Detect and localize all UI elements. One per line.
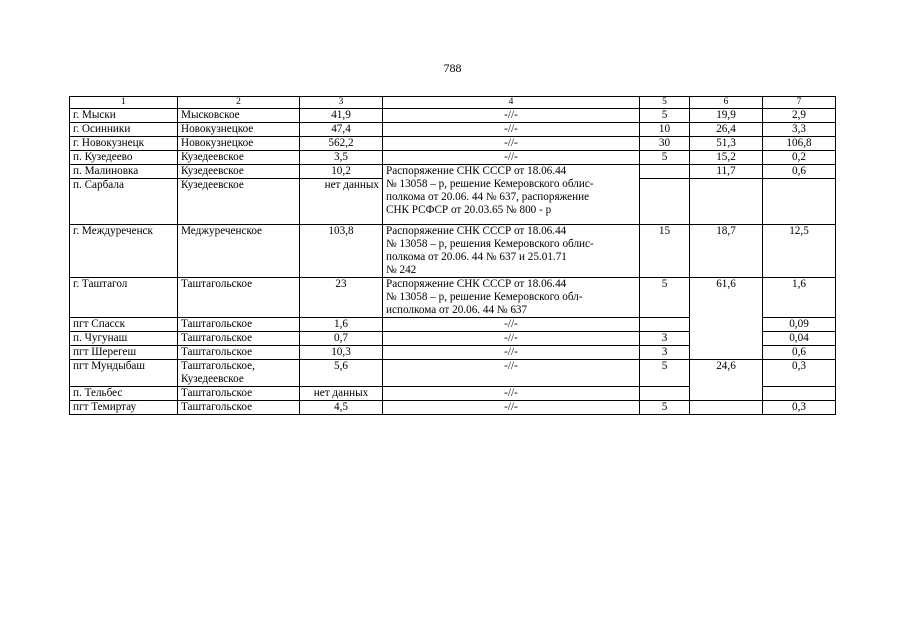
value-cell: 0,09	[763, 318, 836, 332]
value-cell	[640, 179, 690, 225]
value-cell: 1,6	[763, 278, 836, 318]
district-cell: Кузедеевское	[178, 179, 300, 225]
value-cell: 18,7	[690, 225, 763, 278]
document-line: Распоряжение СНК СССР от 18.06.44	[386, 165, 567, 177]
document-cell	[383, 278, 640, 318]
page-number: 788	[443, 61, 462, 75]
document-cell: -//-	[383, 387, 640, 401]
table-row	[70, 225, 836, 278]
document-cell	[383, 165, 640, 225]
district-cell: Таштагольское	[178, 278, 300, 318]
document-cell: -//-	[383, 346, 640, 360]
value-cell: 5	[640, 109, 690, 123]
table-row	[70, 137, 836, 151]
value-cell: 10	[640, 123, 690, 137]
value-cell: 11,7	[690, 165, 763, 179]
value-cell: 0,04	[763, 332, 836, 346]
settlement-cell: п. Тельбес	[70, 387, 178, 401]
column-header: 5	[640, 97, 690, 109]
document-cell: -//-	[383, 360, 640, 387]
column-header: 7	[763, 97, 836, 109]
district-cell: Таштагольское	[178, 318, 300, 332]
settlement-cell: п. Сарбала	[70, 179, 178, 225]
table-row	[70, 278, 836, 318]
column-header: 1	[70, 97, 178, 109]
document-line: Распоряжение СНК СССР от 18.06.44	[386, 225, 567, 237]
value-cell: 26,4	[690, 123, 763, 137]
district-line: Таштагольское,	[181, 360, 255, 372]
value-cell: нет данных	[300, 179, 383, 225]
district-cell: Таштагольское	[178, 387, 300, 401]
table-header-row	[70, 97, 836, 109]
value-cell: 0,7	[300, 332, 383, 346]
value-cell: 41,9	[300, 109, 383, 123]
district-cell: Таштагольское	[178, 401, 300, 415]
value-cell: 2,9	[763, 109, 836, 123]
district-cell: Меджуреченское	[178, 225, 300, 278]
value-cell: 19,9	[690, 109, 763, 123]
value-cell	[640, 387, 690, 401]
value-cell-merged: 61,6	[690, 278, 763, 360]
district-cell: Новокузнецкое	[178, 123, 300, 137]
value-cell: 0,3	[763, 401, 836, 415]
document-cell: -//-	[383, 137, 640, 151]
settlement-cell: г. Осинники	[70, 123, 178, 137]
value-cell: 3,3	[763, 123, 836, 137]
document-cell	[383, 225, 640, 278]
district-cell: Таштагольское	[178, 332, 300, 346]
value-cell: 0,6	[763, 346, 836, 360]
document-cell: -//-	[383, 318, 640, 332]
value-cell: 106,8	[763, 137, 836, 151]
value-cell: 0,3	[763, 360, 836, 387]
column-header: 2	[178, 97, 300, 109]
settlement-cell: пгт Шерегеш	[70, 346, 178, 360]
settlement-cell: г. Новокузнецк	[70, 137, 178, 151]
settlement-cell: г. Междуреченск	[70, 225, 178, 278]
value-cell: 562,2	[300, 137, 383, 151]
settlement-cell: пгт Мундыбаш	[70, 360, 178, 387]
value-cell: 3	[640, 346, 690, 360]
settlement-cell: г. Таштагол	[70, 278, 178, 318]
value-cell: 5	[640, 151, 690, 165]
value-cell: 4,5	[300, 401, 383, 415]
district-cell: Новокузнецкое	[178, 137, 300, 151]
document-cell: -//-	[383, 401, 640, 415]
table-row	[70, 123, 836, 137]
settlement-cell: пгт Темиртау	[70, 401, 178, 415]
district-cell: Таштагольское	[178, 346, 300, 360]
document-cell: -//-	[383, 332, 640, 346]
value-cell: 47,4	[300, 123, 383, 137]
value-cell: 0,6	[763, 165, 836, 179]
district-cell: Кузедеевское	[178, 151, 300, 165]
settlement-cell: пгт Спасск	[70, 318, 178, 332]
value-cell: 10,2	[300, 165, 383, 179]
value-cell: 15,2	[690, 151, 763, 165]
value-cell	[763, 179, 836, 225]
document-cell: -//-	[383, 109, 640, 123]
value-cell	[690, 401, 763, 415]
value-cell: 30	[640, 137, 690, 151]
document-line: Распоряжение СНК СССР от 18.06.44	[386, 278, 567, 290]
value-cell	[640, 318, 690, 332]
value-cell	[640, 165, 690, 179]
column-header: 3	[300, 97, 383, 109]
value-cell: 5	[640, 401, 690, 415]
district-line: Кузедеевское	[181, 373, 244, 385]
value-cell: 3,5	[300, 151, 383, 165]
column-header: 4	[383, 97, 640, 109]
value-cell: 10,3	[300, 346, 383, 360]
value-cell: 5	[640, 278, 690, 318]
value-cell: нет данных	[300, 387, 383, 401]
district-cell: Кузедеевское	[178, 165, 300, 179]
document-line: № 242	[386, 264, 417, 276]
document-line: полкома от 20.06. 44 № 637 и 25.01.71	[386, 251, 567, 263]
value-cell: 5	[640, 360, 690, 387]
value-cell: 23	[300, 278, 383, 318]
document-line: исполкома от 20.06. 44 № 637	[386, 304, 528, 316]
value-cell: 3	[640, 332, 690, 346]
value-cell: 15	[640, 225, 690, 278]
value-cell: 51,3	[690, 137, 763, 151]
table-row	[70, 151, 836, 165]
column-header: 6	[690, 97, 763, 109]
table-row	[70, 360, 836, 387]
settlement-cell: п. Малиновка	[70, 165, 178, 179]
document-cell: -//-	[383, 151, 640, 165]
table-row	[70, 401, 836, 415]
value-cell	[690, 179, 763, 225]
settlement-cell: г. Мыски	[70, 109, 178, 123]
settlement-cell: п. Кузедеево	[70, 151, 178, 165]
document-line: полкома от 20.06. 44 № 637, распоряжение	[386, 191, 590, 203]
document-cell: -//-	[383, 123, 640, 137]
value-cell-merged: 24,6	[690, 360, 763, 401]
value-cell	[763, 387, 836, 401]
settlements-table	[69, 96, 836, 415]
document-line: № 13058 – р, решение Кемеровского облис-	[386, 178, 594, 190]
district-cell	[178, 360, 300, 387]
document-line: СНК РСФСР от 20.03.65 № 800 - р	[386, 204, 552, 216]
settlement-cell: п. Чугунаш	[70, 332, 178, 346]
document-line: № 13058 – р, решение Кемеровского обл-	[386, 291, 583, 303]
table-row	[70, 109, 836, 123]
value-cell: 1,6	[300, 318, 383, 332]
value-cell: 12,5	[763, 225, 836, 278]
value-cell: 103,8	[300, 225, 383, 278]
value-cell: 0,2	[763, 151, 836, 165]
document-line: № 13058 – р, решения Кемеровского облис-	[386, 238, 594, 250]
table-row	[70, 165, 836, 179]
value-cell: 5,6	[300, 360, 383, 387]
district-cell: Мысковское	[178, 109, 300, 123]
